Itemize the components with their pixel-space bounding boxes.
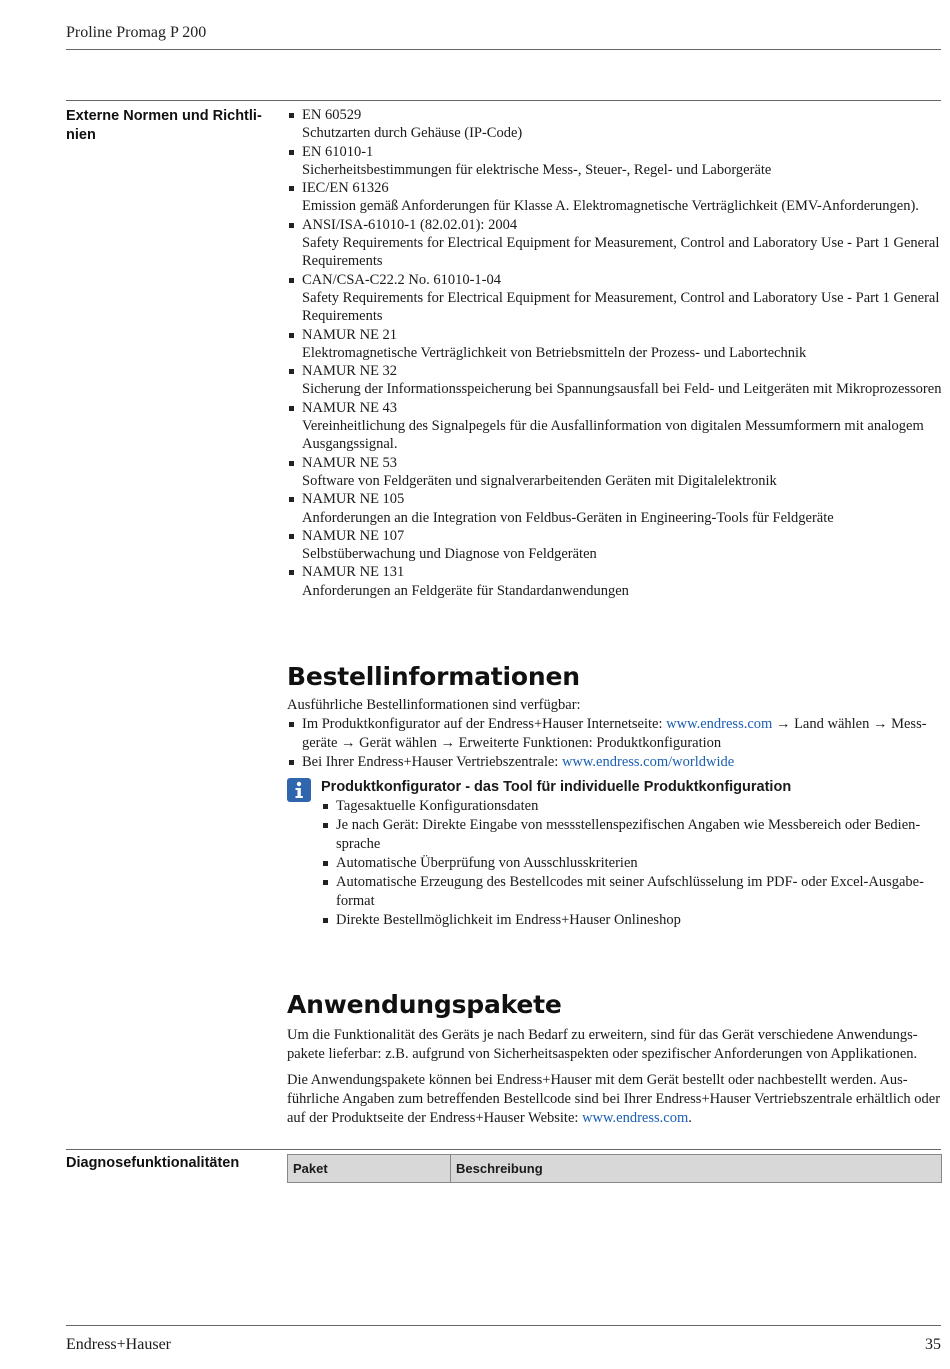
diagnose-table-wrap: [287, 1154, 942, 1183]
norms-column: [287, 106, 942, 600]
norm-title: NAMUR NE 21: [302, 326, 398, 343]
footer-rule: [66, 1325, 941, 1326]
norm-item: [287, 216, 942, 271]
note-item-text: Automatische Erzeugung des Bestellcodes mit seiner Aufschlüsselung im PDF- oder Excel-Ausgabe-format: [336, 874, 924, 909]
norm-title: NAMUR NE 105: [302, 491, 405, 508]
info-note: [287, 778, 942, 930]
diagnose-table: [287, 1154, 942, 1183]
anwendung-section: [287, 990, 942, 1128]
note-item-text: Automatische Überprüfung von Ausschlusskriterien: [336, 855, 638, 871]
endress-link[interactable]: www.endress.com: [666, 716, 773, 732]
anwendung-heading: Anwendungspakete: [287, 990, 562, 1019]
norm-desc: Elektromagnetische Verträglichkeit von Betriebsmitteln der Prozess- und Labortechnik: [302, 344, 807, 361]
norms-label: Externe Normen und Richtli- nien: [66, 108, 262, 143]
bullet-icon: [323, 804, 328, 809]
note-item: [321, 797, 942, 816]
anwendung-para1: Um die Funktionalität des Geräts je nach Bedarf zu erweitern, sind für das Gerät verschiedene Anwendungs-pakete lieferbar: z.B. aufgrund von Sicherheitsaspekten oder spezifischer Anforderungen von Applikationen.: [287, 1027, 918, 1062]
norm-title: EN 60529: [302, 107, 362, 123]
list-item: [287, 715, 942, 753]
bestell-item2-text: Bei Ihrer Endress+Hauser Vertriebszentrale:: [302, 754, 562, 770]
norm-title: NAMUR NE 53: [302, 454, 398, 471]
bullet-icon: [289, 760, 294, 765]
bullet-icon: [323, 880, 328, 885]
page-number: 35: [925, 1336, 941, 1353]
bullet-icon: [289, 186, 294, 191]
norm-item: [287, 454, 942, 491]
bestell-item1-text: Im Produktkonfigurator auf der Endress+Hauser Internetseite:: [302, 716, 667, 732]
header-rule: [66, 49, 941, 50]
table-header-row: [288, 1155, 942, 1183]
norm-desc: Anforderungen an Feldgeräte für Standardanwendungen: [302, 582, 629, 599]
bullet-icon: [289, 534, 294, 539]
norm-title: ANSI/ISA-61010-1 (82.02.01): 2004: [302, 216, 518, 233]
note-list: [321, 797, 942, 930]
norm-title: NAMUR NE 43: [302, 399, 398, 416]
note-item-text: Tagesaktuelle Konfigurationsdaten: [336, 798, 539, 814]
anwendung-para2-text: Die Anwendungspakete können bei Endress+Hauser mit dem Gerät bestellt oder nachbestellt werden. Aus-führliche Angaben zum betreffenden Bestellcode sind bei Ihrer Endress+Hauser Vertriebszentrale erhältlich oder auf der Produktseite der Endress+Hauser Website:: [287, 1072, 941, 1126]
bestell-section: [287, 662, 942, 930]
norm-item: [287, 106, 942, 143]
norm-item: [287, 362, 942, 399]
norm-item: [287, 271, 942, 326]
bestell-intro: Ausführliche Bestellinformationen sind verfügbar:: [287, 697, 581, 713]
norm-item: [287, 143, 942, 180]
norm-desc: Software von Feldgeräten und signalverarbeitenden Geräten mit Digitalelektronik: [302, 472, 777, 489]
norm-desc: Schutzarten durch Gehäuse (IP-Code): [302, 125, 523, 142]
norm-desc: Emission gemäß Anforderungen für Klasse A. Elektromagnetische Verträglichkeit (EMV-Anforderungen).: [302, 198, 919, 215]
norm-desc: Vereinheitlichung des Signalpegels für die Ausfallinformation von digitalen Messumformern mit analogem Ausgangssignal.: [302, 418, 924, 453]
norm-item: [287, 399, 942, 454]
bullet-icon: [289, 278, 294, 283]
norm-title: NAMUR NE 32: [302, 363, 398, 380]
diagnose-label: Diagnosefunktionalitäten: [66, 1155, 240, 1171]
bestell-list: [287, 715, 942, 772]
bullet-icon: [323, 861, 328, 866]
note-item: [321, 911, 942, 930]
bullet-icon: [289, 333, 294, 338]
norm-item: [287, 326, 942, 363]
note-item-text: Je nach Gerät: Direkte Eingabe von messstellenspezifischen Angaben wie Messbereich oder Bedien-sprache: [336, 817, 921, 852]
norm-desc: Anforderungen an die Integration von Feldbus-Geräten in Engineering-Tools für Feldgeräte: [302, 509, 834, 526]
page-header-title: Proline Promag P 200: [66, 24, 207, 41]
bullet-icon: [289, 369, 294, 374]
section-rule-diagnose: [66, 1149, 941, 1150]
note-item: [321, 873, 942, 911]
footer-brand: Endress+Hauser: [66, 1336, 171, 1353]
list-item: [287, 753, 942, 772]
note-title: Produktkonfigurator - das Tool für individuelle Produktkonfiguration: [321, 779, 792, 795]
bullet-icon: [289, 150, 294, 155]
norm-desc: Sicherung der Informationsspeicherung bei Spannungsausfall bei Feld- und Leitgeräten mit Mikroprozessoren: [302, 381, 942, 398]
note-item: [321, 854, 942, 873]
norm-item: [287, 563, 942, 600]
anwendung-para2: [287, 1071, 942, 1128]
table-header-cell-beschreibung: Beschreibung: [451, 1155, 942, 1183]
norm-title: CAN/CSA-C22.2 No. 61010-1-04: [302, 271, 501, 288]
info-icon: [287, 778, 311, 802]
worldwide-link[interactable]: www.endress.com/worldwide: [561, 754, 735, 770]
endress-link[interactable]: www.endress.com: [582, 1110, 689, 1126]
bullet-icon: [323, 823, 328, 828]
bullet-icon: [289, 722, 294, 727]
bullet-icon: [289, 113, 294, 118]
note-item: [321, 816, 942, 854]
norm-desc: Safety Requirements for Electrical Equipment for Measurement, Control and Laboratory Use - Part 1 General Requirements: [302, 289, 940, 325]
bullet-icon: [289, 570, 294, 575]
norm-title: NAMUR NE 107: [302, 527, 405, 544]
norm-desc: Safety Requirements for Electrical Equipment for Measurement, Control and Laboratory Use - Part 1 General Requirements: [302, 235, 940, 270]
bullet-icon: [289, 223, 294, 228]
section-rule-norms: [66, 100, 941, 101]
norm-desc: Selbstüberwachung und Diagnose von Feldgeräten: [302, 546, 597, 563]
bullet-icon: [323, 918, 328, 923]
bestell-heading: Bestellinformationen: [287, 662, 580, 691]
norm-item: [287, 179, 942, 216]
norm-desc: Sicherheitsbestimmungen für elektrische Mess-, Steuer-, Regel- und Laborgeräte: [302, 161, 772, 178]
note-item-text: Direkte Bestellmöglichkeit im Endress+Hauser Onlineshop: [336, 912, 681, 928]
bestell-item1-path: → Land wählen → Mess-geräte → Gerät wählen → Erweiterte Funktionen: Produktkonfiguration: [302, 716, 927, 751]
norm-item: [287, 527, 942, 564]
norm-title: IEC/EN 61326: [302, 180, 389, 197]
norm-title: EN 61010-1: [302, 143, 374, 160]
norms-list: [287, 106, 942, 600]
norm-title: NAMUR NE 131: [302, 564, 405, 581]
bullet-icon: [289, 497, 294, 502]
norm-item: [287, 490, 942, 527]
table-header-cell-paket: Paket: [288, 1155, 451, 1183]
bullet-icon: [289, 406, 294, 411]
bullet-icon: [289, 461, 294, 466]
anwendung-para2-end: .: [688, 1110, 692, 1126]
